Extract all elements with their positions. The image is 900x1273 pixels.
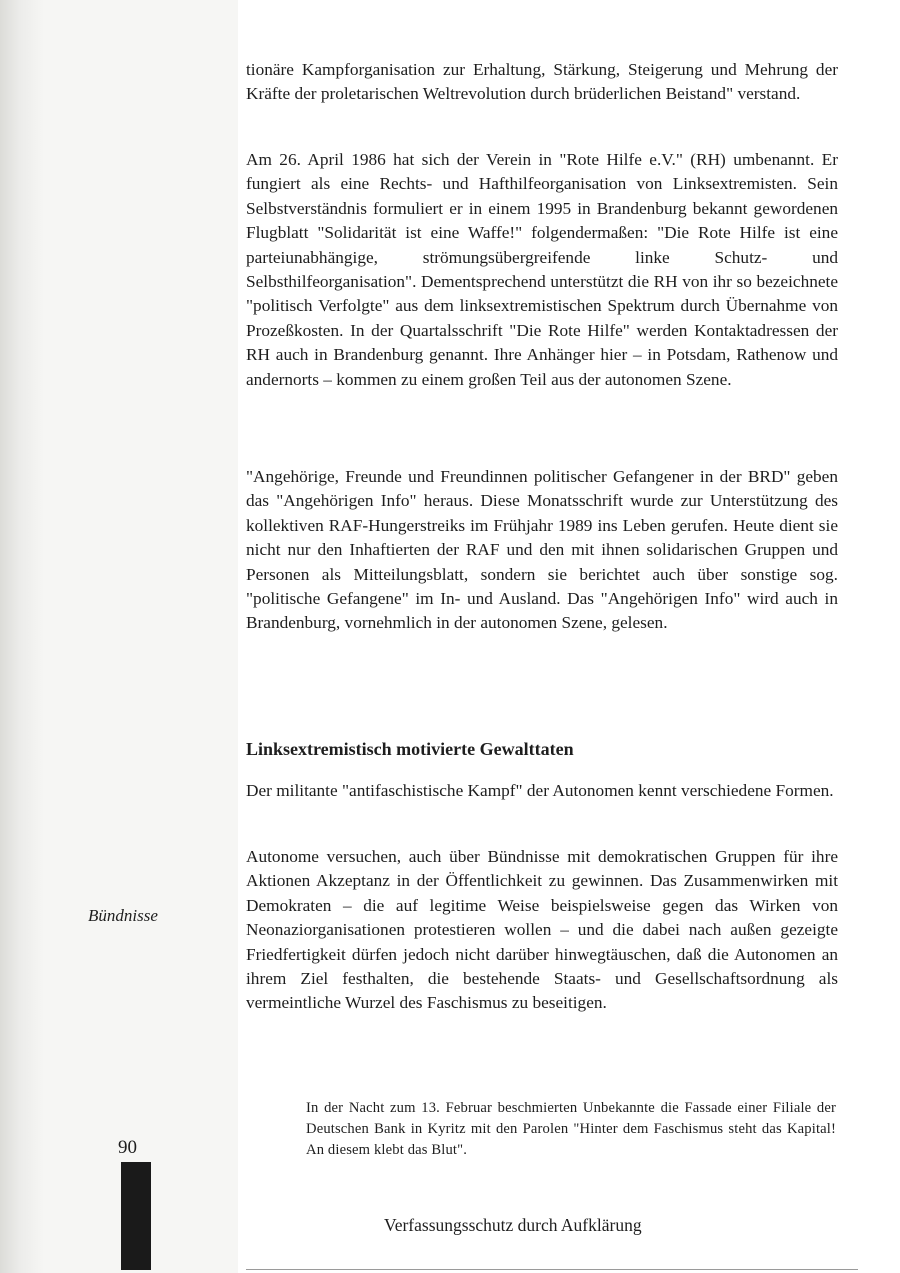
page-footer: Verfassungsschutz durch Aufklärung (384, 1215, 642, 1235)
incident-note: In der Nacht zum 13. Februar beschmierten Unbekannte die Fassade einer Filiale der Deutschen Bank in Kyritz mit den Parolen "Hinter dem Faschismus steht das Kapital! An diesem klebt das Blut". (306, 1100, 836, 1158)
footer-rule (246, 1269, 858, 1270)
section-heading: Linksextremistisch motivierte Gewalttaten (246, 739, 574, 759)
margin-note: Bündnisse (88, 906, 158, 925)
paragraph-3: "Angehörige, Freunde und Freundinnen politischer Gefangener in der BRD" geben das "Angehörigen Info" heraus. Diese Monatsschrift wurde zur Unterstützung des kollektiven RAF-Hungerstreiks im Frühjahr 1989 ins Leben gerufen. Heute dient sie nicht nur den Inhaftierten der RAF und den mit ihnen solidarischen Gruppen und Personen als Mitteilungsblatt, sondern sie berichtet auch über sonstige sog. "politische Gefangene" im In- und Ausland. Das "Angehörigen Info" wird auch in Brandenburg, vornehmlich in der autonomen Szene, gelesen. (246, 467, 838, 633)
scan-shadow (0, 0, 44, 1273)
paragraph-2: Am 26. April 1986 hat sich der Verein in "Rote Hilfe e.V." (RH) umbenannt. Er fungiert als eine Rechts- und Hafthilfeorganisation von Linksextremisten. Sein Selbstverständnis formuliert er in einem 1995 in Brandenburg bekannt gewordenen Flugblatt "Solidarität ist eine Waffe!" folgendermaßen: "Die Rote Hilfe ist eine parteiunabhängige, strömungsübergreifende linke Schutz- und Selbsthilfeorganisation". Dementsprechend unterstützt die RH von ihr so bezeichnete "politisch Verfolgte" aus dem linksextremistischen Spektrum durch Übernahme von Prozeßkosten. In der Quartalsschrift "Die Rote Hilfe" werden Kontaktadressen der RH auch in Brandenburg genannt. Ihre Anhänger hier – in Potsdam, Rathenow und andernorts – kommen zu einem großen Teil aus der autonomen Szene. (246, 150, 838, 389)
paragraph-4: Der militante "antifaschistische Kampf" der Autonomen kennt verschiedene Formen. (246, 781, 834, 800)
paragraph-1: tionäre Kampforganisation zur Erhaltung, Stärkung, Steigerung und Mehrung der Kräfte der proletarischen Weltrevolution durch brüderlichen Beistand" verstand. (246, 60, 838, 104)
page-marker-bar (121, 1162, 151, 1270)
margin-column (0, 0, 238, 1273)
paragraph-5: Autonome versuchen, auch über Bündnisse mit demokratischen Gruppen für ihre Aktionen Akzeptanz in der Öffentlichkeit zu gewinnen. Das Zusammenwirken mit Demokraten – die auf legitime Weise beispielsweise gegen das Wirken von Neonaziorganisationen protestieren wollen – und die dabei nach außen gezeigte Friedfertigkeit dürfen jedoch nicht darüber hinwegtäuschen, daß die Autonomen an ihrem Ziel festhalten, die bestehende Staats- und Gesellschaftsordnung als vermeintliche Wurzel des Faschismus zu beseitigen. (246, 847, 838, 1013)
page-number: 90 (118, 1137, 137, 1158)
